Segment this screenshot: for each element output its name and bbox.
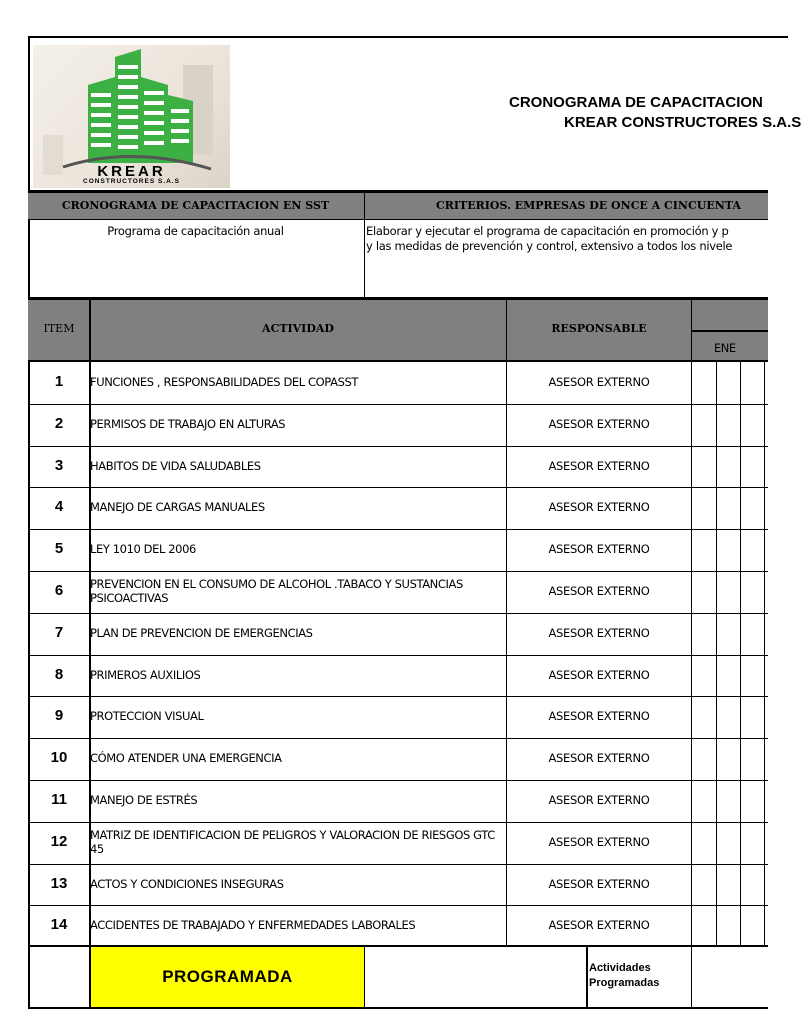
- row-responsable: ASESOR EXTERNO: [548, 751, 650, 765]
- row-actividad: ACCIDENTES DE TRABAJADO Y ENFERMEDADES LABORALES: [90, 918, 416, 932]
- row-actividad: LEY 1010 DEL 2006: [90, 542, 196, 556]
- row-actividad: HABITOS DE VIDA SALUDABLES: [90, 459, 261, 473]
- header-actividad: ACTIVIDAD: [262, 322, 334, 335]
- header-responsable: RESPONSABLE: [551, 322, 647, 335]
- row-actividad: PRIMEROS AUXILIOS: [90, 668, 201, 682]
- row-responsable: ASESOR EXTERNO: [548, 417, 650, 431]
- section-left-header: CRONOGRAMA DE CAPACITACION EN SST: [61, 199, 330, 212]
- row-item-number: 3: [54, 457, 64, 474]
- table-row: [28, 404, 768, 446]
- row-item-number: 1: [54, 373, 64, 390]
- row-actividad: PERMISOS DE TRABAJO EN ALTURAS: [90, 417, 286, 431]
- table-row: [28, 780, 768, 822]
- row-responsable: ASESOR EXTERNO: [548, 668, 650, 682]
- company-logo: [33, 45, 230, 188]
- row-responsable: ASESOR EXTERNO: [548, 542, 650, 556]
- section-left-text: Programa de capacitación anual: [107, 224, 284, 238]
- programada-label: PROGRAMADA: [162, 967, 293, 986]
- table-row: [28, 613, 768, 655]
- document-title: CRONOGRAMA DE CAPACITACION: [509, 94, 763, 111]
- row-item-number: 10: [50, 749, 68, 766]
- table-row: [28, 864, 768, 906]
- row-responsable: ASESOR EXTERNO: [548, 835, 650, 849]
- row-item-number: 2: [54, 415, 64, 432]
- section-right-header: CRITERIOS. EMPRESAS DE ONCE A CINCUENTA: [436, 199, 741, 212]
- row-actividad: MANEJO DE CARGAS MANUALES: [90, 500, 265, 514]
- row-actividad: CÓMO ATENDER UNA EMERGENCIA: [90, 751, 282, 765]
- row-actividad: PROTECCION VISUAL: [90, 709, 204, 723]
- row-item-number: 8: [54, 666, 64, 683]
- section-right-text-2: y las medidas de prevención y control, extensivo a todos los nivele: [366, 239, 733, 253]
- table-row: [28, 487, 768, 529]
- table-row: [28, 696, 768, 738]
- section-right-text-1: Elaborar y ejecutar el programa de capacitación en promoción y p: [366, 224, 729, 238]
- row-responsable: ASESOR EXTERNO: [548, 584, 650, 598]
- row-item-number: 5: [54, 540, 64, 557]
- row-responsable: ASESOR EXTERNO: [548, 626, 650, 640]
- company-title: KREAR CONSTRUCTORES S.A.S: [564, 114, 801, 131]
- row-responsable: ASESOR EXTERNO: [548, 918, 650, 932]
- header-item: ITEM: [43, 322, 75, 335]
- row-item-number: 7: [54, 624, 64, 641]
- header-month: ENE: [714, 341, 736, 355]
- table-row: [28, 529, 768, 571]
- table-row: [28, 362, 768, 404]
- logo-subname: CONSTRUCTORES S.A.S: [83, 178, 180, 185]
- row-responsable: ASESOR EXTERNO: [548, 459, 650, 473]
- row-actividad: MATRIZ DE IDENTIFICACION DE PELIGROS Y VALORACION DE RIESGOS GTC 45: [90, 828, 495, 856]
- actividades-label-line2: Programadas: [589, 977, 660, 989]
- row-item-number: 11: [51, 791, 67, 808]
- row-actividad: PREVENCION EN EL CONSUMO DE ALCOHOL .TABACO Y SUSTANCIAS PSICOACTIVAS: [90, 577, 463, 605]
- table-row: [28, 446, 768, 488]
- row-item-number: 4: [54, 498, 64, 515]
- row-responsable: ASESOR EXTERNO: [548, 877, 650, 891]
- row-actividad: FUNCIONES , RESPONSABILIDADES DEL COPASST: [90, 375, 359, 389]
- row-responsable: ASESOR EXTERNO: [548, 375, 650, 389]
- table-row: [28, 571, 768, 613]
- row-actividad: ACTOS Y CONDICIONES INSEGURAS: [90, 877, 284, 891]
- row-responsable: ASESOR EXTERNO: [548, 709, 650, 723]
- row-actividad: MANEJO DE ESTRÉS: [90, 793, 198, 807]
- table-row: [28, 738, 768, 780]
- table-row: [28, 655, 768, 697]
- table-row: [28, 905, 768, 947]
- table-row: [28, 822, 768, 864]
- row-item-number: 14: [50, 916, 68, 933]
- row-item-number: 9: [54, 707, 64, 724]
- actividades-label-line1: Actividades: [589, 962, 651, 974]
- logo-name: KREAR: [97, 163, 166, 180]
- row-responsable: ASESOR EXTERNO: [548, 500, 650, 514]
- actividades-label: [589, 961, 659, 991]
- row-item-number: 12: [50, 833, 68, 850]
- row-item-number: 6: [54, 582, 64, 599]
- row-responsable: ASESOR EXTERNO: [548, 793, 650, 807]
- row-item-number: 13: [50, 875, 68, 892]
- row-actividad: PLAN DE PREVENCION DE EMERGENCIAS: [90, 626, 313, 640]
